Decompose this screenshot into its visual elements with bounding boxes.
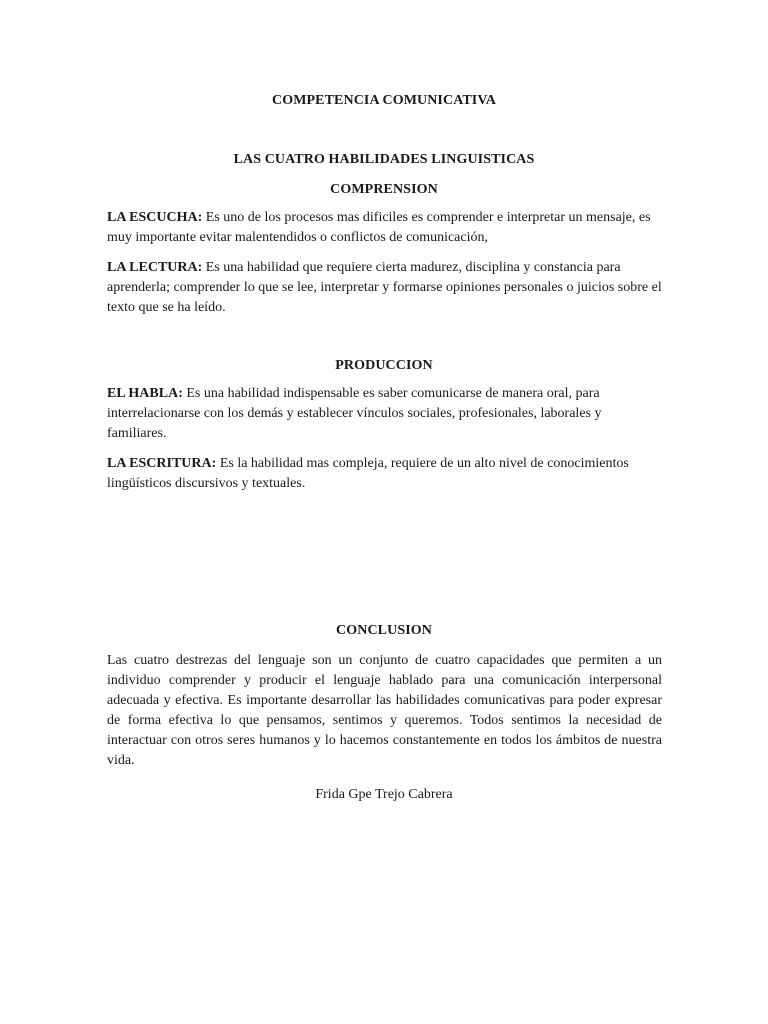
section-heading-conclusion: CONCLUSION [336,623,432,638]
paragraph-el-habla [107,384,662,444]
term-la-lectura: LA LECTURA: [107,260,203,275]
paragraph-conclusion: Las cuatro destrezas del lenguaje son un conjunto de cuatro capacidades que permiten a un individuo comprender y producir el lenguaje hablado para una comunicación interpersonal adecuada y efectiva. Es importante desarrollar las habilidades comunicativas para poder expresar de forma efectiva lo que pensamos, sentimos y queremos. Todos sentimos la necesidad de interactuar con otros seres humanos y lo hacemos constantemente en todos los ámbitos de nuestra vida. [107,653,662,768]
term-la-escucha: LA ESCUCHA: [107,210,203,225]
document-subtitle: LAS CUATRO HABILIDADES LINGUISTICAS [233,152,535,167]
document-title: COMPETENCIA COMUNICATIVA [272,93,496,108]
definition-la-escucha: Es uno de los procesos mas dificiles es comprender e interpretar un mensaje, es muy importante evitar malentendidos o conflictos de comunicación, [107,210,651,245]
paragraph-la-escucha [107,208,662,248]
definition-la-lectura: Es una habilidad que requiere cierta madurez, disciplina y constancia para aprenderla; comprender lo que se lee, interpretar y formarse opiniones personales o juicios sobre el texto que se ha leído. [107,260,662,315]
section-heading-produccion: PRODUCCION [335,358,433,373]
term-la-escritura: LA ESCRITURA: [107,456,217,471]
author-signature: Frida Gpe Trejo Cabrera [315,787,453,802]
paragraph-la-escritura [107,454,662,494]
section-heading-comprension: COMPRENSION [330,182,438,197]
definition-el-habla: Es una habilidad indispensable es saber comunicarse de manera oral, para interrelacionarse con los demás y establecer vínculos sociales, profesionales, laborales y familiares. [107,386,602,441]
definition-la-escritura: Es la habilidad mas compleja, requiere de un alto nivel de conocimientos lingüísticos discursivos y textuales. [107,456,629,491]
term-el-habla: EL HABLA: [107,386,183,401]
paragraph-la-lectura [107,258,662,318]
